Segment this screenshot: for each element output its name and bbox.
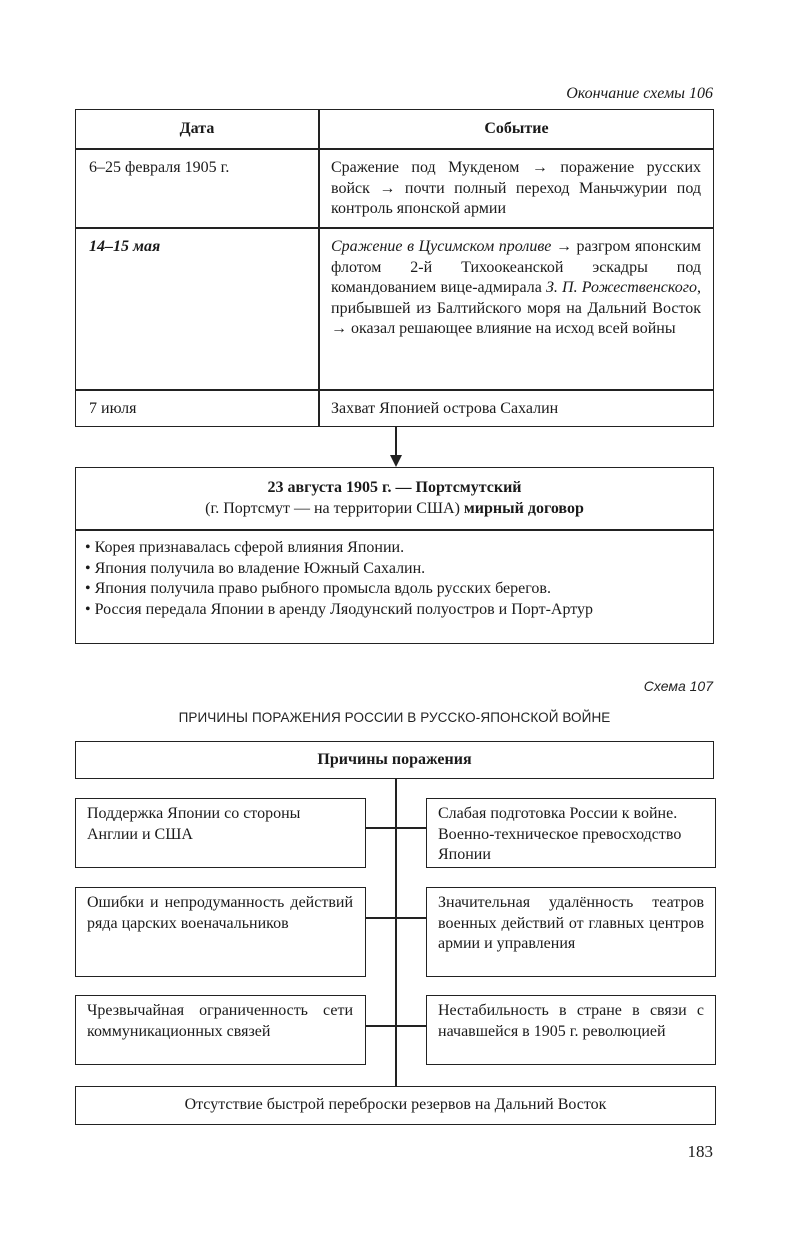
- cause-text: Значительная удалённость театров военных действий от главных центров армии и управления: [438, 894, 704, 952]
- table-row-event: Сражение под Мукденом → поражение русских войск → почти полный переход Маньчжурии под контроль японской армии: [331, 159, 701, 217]
- arrow-down-icon: [390, 455, 402, 467]
- scheme-title: ПРИЧИНЫ ПОРАЖЕНИЯ РОССИИ В РУССКО-ЯПОНСКОЙ ВОЙНЕ: [178, 710, 611, 725]
- bottom-cause-box: [75, 1086, 716, 1125]
- cause-box-left: [75, 887, 366, 977]
- events-table: [75, 109, 714, 427]
- event-text: , прибывшей из Балтийского моря на Дальний Восток → оказал решающее влияние на исход всей войны: [331, 279, 701, 337]
- cause-box-right: [426, 887, 716, 977]
- connector-row-1: [365, 827, 427, 829]
- cause-box-left: [75, 798, 366, 868]
- table-row-date: 14–15 мая: [89, 238, 161, 255]
- table-row-date: 7 июля: [89, 400, 137, 417]
- cause-text: Чрезвычайная ограниченность сети коммуникационных связей: [87, 1002, 353, 1040]
- table-row-event: [331, 237, 701, 340]
- root-cause-box: [75, 741, 714, 779]
- connector-row-2: [365, 917, 427, 919]
- table-row-event: Захват Японией острова Сахалин: [331, 400, 559, 417]
- continuation-label: Окончание схемы 106: [566, 85, 713, 102]
- connector-row-3: [365, 1025, 427, 1027]
- battle-name: Сражение в Цусимском проливе: [331, 238, 552, 255]
- cause-box-right: [426, 995, 716, 1065]
- admiral-name: З. П. Рожественского: [545, 279, 697, 296]
- scheme-label: Схема 107: [643, 678, 713, 694]
- cause-text: Поддержка Японии со стороны Англии и США: [87, 805, 301, 843]
- treaty-terms-list: [85, 538, 705, 620]
- table-header-event: Событие: [484, 120, 549, 137]
- treaty-box: [75, 467, 714, 644]
- cause-box-left: [75, 995, 366, 1065]
- cause-text: Нестабильность в стране в связи с начавшейся в 1905 г. революцией: [438, 1002, 704, 1040]
- table-header-date: Дата: [179, 120, 215, 137]
- central-connector: [395, 779, 397, 1087]
- cause-text: Ошибки и непродуманность действий ряда царских военачальников: [87, 894, 353, 932]
- treaty-type: мирный договор: [463, 500, 584, 517]
- cause-text: Слабая подготовка России к войне. Военно-техническое превосходство Японии: [438, 805, 682, 863]
- cause-box-right: [426, 798, 716, 868]
- treaty-term: • Россия передала Японии в аренду Ляодунский полуостров и Порт-Артур: [85, 600, 594, 618]
- treaty-subtitle: [76, 499, 713, 520]
- page-number: 183: [687, 1142, 713, 1161]
- treaty-term: • Япония получила право рыбного промысла вдоль русских берегов.: [85, 580, 551, 597]
- event-text: → разгром японским флотом 2-й Тихоокеанской эскадры под командованием вице-адмирала: [331, 238, 701, 296]
- treaty-term: • Корея признавалась сферой влияния Японии.: [85, 539, 405, 556]
- treaty-title: 23 августа 1905 г. — Портсмутский: [267, 479, 522, 496]
- treaty-location: (г. Портсмут — на территории США): [205, 500, 464, 517]
- bottom-cause-label: Отсутствие быстрой переброски резервов на Дальний Восток: [184, 1096, 607, 1113]
- table-row-date: 6–25 февраля 1905 г.: [89, 159, 230, 176]
- treaty-term: • Япония получила во владение Южный Сахалин.: [85, 559, 426, 577]
- root-cause-label: Причины поражения: [317, 751, 472, 768]
